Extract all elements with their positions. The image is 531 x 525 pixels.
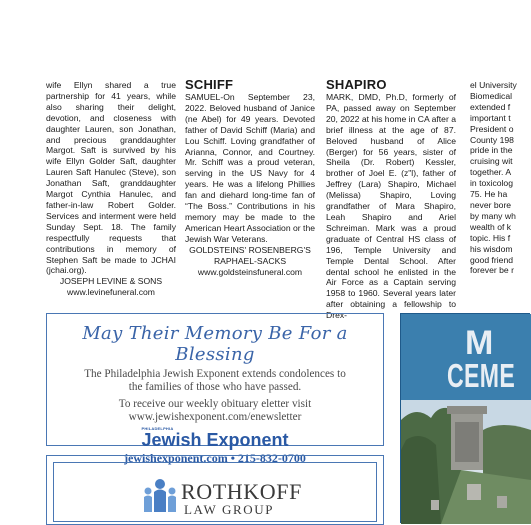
cemetery-ad xyxy=(400,313,530,523)
obituary-saft-text: wife Ellyn shared a true partnership for 41 years, while also sharing their delight, devotion, and closeness with daughter Lauren, son Jonathan, and precious granddaughter Margot. Saft is survived by his wife Ellyn Golder Saft, daughter Lauren Saft Hanulec (Steve), son Jonathan Saft, granddaughter Margot Cynthia Hanulec, and father-in-law Robert Golder. Services and interment were held Sunday Sept. 18. The family respectfully requests that contributions in memory of Stephen Saft be made to JCHAI (jchai.org). xyxy=(46,80,176,276)
col4-line: topic. His f xyxy=(470,232,511,243)
cemetery-banner xyxy=(401,314,531,400)
col4-line: President o xyxy=(470,123,514,134)
col4-line: important t xyxy=(470,112,511,123)
ad-condolence-text xyxy=(47,368,383,394)
col4-line: by many wh xyxy=(470,210,516,221)
ad-line: The Philadelphia Jewish Exponent extends condolences to xyxy=(84,368,346,380)
ad-contact[interactable]: jewishexponent.com • 215-832-0700 xyxy=(124,451,306,465)
rothkoff-name: ROTHKOFF xyxy=(181,479,302,504)
cemetery-heading-letter: M xyxy=(465,324,494,362)
obituary-column-2 xyxy=(185,77,315,277)
obituary-column-1 xyxy=(46,80,176,298)
col4-line: wealth of k xyxy=(470,221,512,232)
newsletter-link[interactable]: www.jewishexponent.com/enewsletter xyxy=(128,411,302,423)
ad-newsletter-text xyxy=(47,398,383,424)
jewish-exponent-logo xyxy=(47,426,383,449)
col4-line: in toxicolog xyxy=(470,178,513,189)
funeral-home-website[interactable]: www.goldsteinsfuneral.com xyxy=(197,266,303,277)
col4-line: 75. He ha xyxy=(470,189,508,200)
cemetery-heading-word: CEME xyxy=(447,357,516,394)
obituary-name-schiff: SCHIFF xyxy=(185,77,234,92)
obituary-schiff-text: SAMUEL-On September 23, 2022. Beloved husband of Janice (ne Abel) for 49 years. Devoted father of David Schiff (Maria) and Lou Schiff. Loving grandfather of Arianna, Connor, and Courtney. Mr. Schiff was a proud veteran, serving in the US Navy for 4 years. He was a lifelong Phillies fan and diehard long-time fan of “The Boss.” Contributions in his memory may be made to the American Heart Association or the Jewish War Veterans. xyxy=(185,92,315,244)
obituary-column-4 xyxy=(470,80,530,276)
obituary-shapiro-text: MARK, DMD, Ph.D, formerly of PA, passed away on September 20, 2022 at his home in CA after a brief illness at the age of 87. Beloved husband of Alice (Berger) for 56 years, sister of Sheila (Dr. Robert) Kessler, brother of Joel E. (z"l), father of Jeffrey (Lara) Shapiro, Michael (Melissa) Shapiro, Loving grandfather of Mara Shapiro, Leah Shapiro and Ariel Schreiman. Mark was a proud graduate of Central HS class of 196, Temple University and Temple Dental School. After dental school he enlisted in the Air Force as a Captain serving 1958 to 1960. Several years later after obtaining a fellowship to Drex- xyxy=(326,92,456,321)
obituary-name-shapiro: SHAPIRO xyxy=(326,77,387,92)
ad-line: To receive our weekly obituary eletter visit xyxy=(118,398,312,410)
col4-line: never bore xyxy=(470,199,512,210)
col4-line: extended f xyxy=(470,101,511,112)
family-logo-icon xyxy=(142,478,178,512)
ad-line: the families of those who have passed. xyxy=(128,381,302,393)
col4-line: cruising wit xyxy=(470,156,513,167)
col4-line: together. A xyxy=(470,167,512,178)
cemetery-photo xyxy=(401,400,531,524)
funeral-home-name: GOLDSTEINS' ROSENBERG'S RAPHAEL-SACKS xyxy=(189,244,311,266)
funeral-home-name: JOSEPH LEVINE & SONS xyxy=(59,276,163,287)
logo-text xyxy=(141,426,288,449)
col4-line: good friend xyxy=(470,254,514,265)
logo-main-text: Jewish Exponent xyxy=(141,430,289,450)
col4-line: Biomedical xyxy=(470,90,513,101)
col4-line: his wisdom xyxy=(470,243,513,254)
col4-line: forever be r xyxy=(470,265,514,276)
memorial-blessing-ad xyxy=(46,313,384,465)
funeral-home-website[interactable]: www.levinefuneral.com xyxy=(67,287,155,298)
obituary-column-3 xyxy=(326,77,456,321)
logo-small-text: PHILADELPHIA xyxy=(141,426,174,431)
rothkoff-subtitle: LAW GROUP xyxy=(184,502,275,517)
ad-title: May Their Memory Be For a Blessing xyxy=(82,323,348,365)
col4-line: County 198 xyxy=(470,134,514,145)
col4-line: pride in the xyxy=(470,145,513,156)
col4-line: el University xyxy=(470,80,517,90)
